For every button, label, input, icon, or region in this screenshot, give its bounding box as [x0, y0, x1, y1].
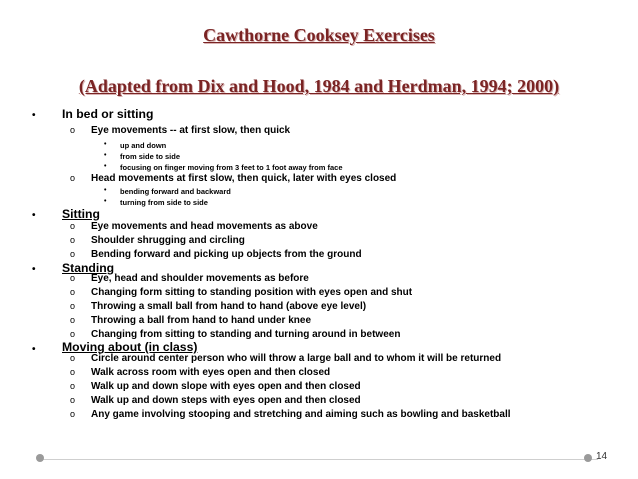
sub-bullet: o	[70, 329, 76, 339]
list-item: Head movements at first slow, then quick, later with eyes closed	[91, 173, 397, 184]
list-item: turning from side to side	[120, 198, 208, 207]
list-item: Eye movements -- at first slow, then quick	[91, 125, 291, 136]
sub-bullet: o	[70, 367, 76, 377]
footer-divider	[38, 459, 598, 460]
list-item: Bending forward and picking up objects from the ground	[91, 249, 362, 260]
section-heading-sitting: Sitting	[62, 207, 100, 221]
sub-bullet: o	[70, 301, 76, 311]
sub-sub-bullet: •	[104, 163, 107, 170]
list-item: Walk across room with eyes open and then closed	[91, 367, 331, 378]
sub-bullet: o	[70, 173, 76, 183]
section-heading-standing: Standing	[62, 261, 115, 275]
list-item: Circle around center person who will throw a large ball and to whom it will be returned	[91, 353, 502, 364]
sub-bullet: o	[70, 381, 76, 391]
slide-subtitle: (Adapted from Dix and Hood, 1984 and Herdman, 1994; 2000)	[78, 76, 560, 96]
list-item: Walk up and down slope with eyes open and then closed	[91, 381, 361, 392]
sub-sub-bullet: •	[104, 187, 107, 194]
list-item: Shoulder shrugging and circling	[91, 235, 245, 246]
list-item: Throwing a small ball from hand to hand (above eye level)	[91, 301, 367, 312]
bullet: •	[32, 210, 36, 221]
sub-bullet: o	[70, 125, 76, 135]
section-heading-moving-about: Moving about (in class)	[62, 340, 198, 354]
list-item: from side to side	[120, 152, 181, 161]
list-item: Changing form sitting to standing position with eyes open and shut	[91, 287, 413, 298]
footer-dot-right	[584, 454, 592, 462]
page-number: 14	[596, 451, 608, 462]
list-item: Changing from sitting to standing and turning around in between	[91, 329, 401, 340]
bullet: •	[32, 344, 36, 355]
sub-sub-bullet: •	[104, 152, 107, 159]
list-item: Eye movements and head movements as above	[91, 221, 318, 232]
slide-title: Cawthorne Cooksey Exercises	[203, 25, 435, 45]
sub-bullet: o	[70, 353, 76, 363]
sub-sub-bullet: •	[104, 141, 107, 148]
sub-bullet: o	[70, 409, 76, 419]
list-item: bending forward and backward	[120, 187, 231, 196]
sub-bullet: o	[70, 395, 76, 405]
list-item: Throwing a ball from hand to hand under knee	[91, 315, 312, 326]
bullet: •	[32, 110, 36, 121]
sub-bullet: o	[70, 287, 76, 297]
bullet: •	[32, 264, 36, 275]
list-item: Eye, head and shoulder movements as before	[91, 273, 309, 284]
sub-bullet: o	[70, 315, 76, 325]
sub-bullet: o	[70, 235, 76, 245]
footer-dot-left	[36, 454, 44, 462]
list-item: Any game involving stooping and stretching and aiming such as bowling and basketball	[91, 409, 511, 420]
sub-sub-bullet: •	[104, 198, 107, 205]
sub-bullet: o	[70, 249, 76, 259]
sub-bullet: o	[70, 221, 76, 231]
sub-bullet: o	[70, 273, 76, 283]
list-item: up and down	[120, 141, 167, 150]
list-item: focusing on finger moving from 3 feet to 1 foot away from face	[120, 163, 343, 172]
list-item: Walk up and down steps with eyes open and then closed	[91, 395, 361, 406]
section-heading-in-bed: In bed or sitting	[62, 107, 154, 121]
